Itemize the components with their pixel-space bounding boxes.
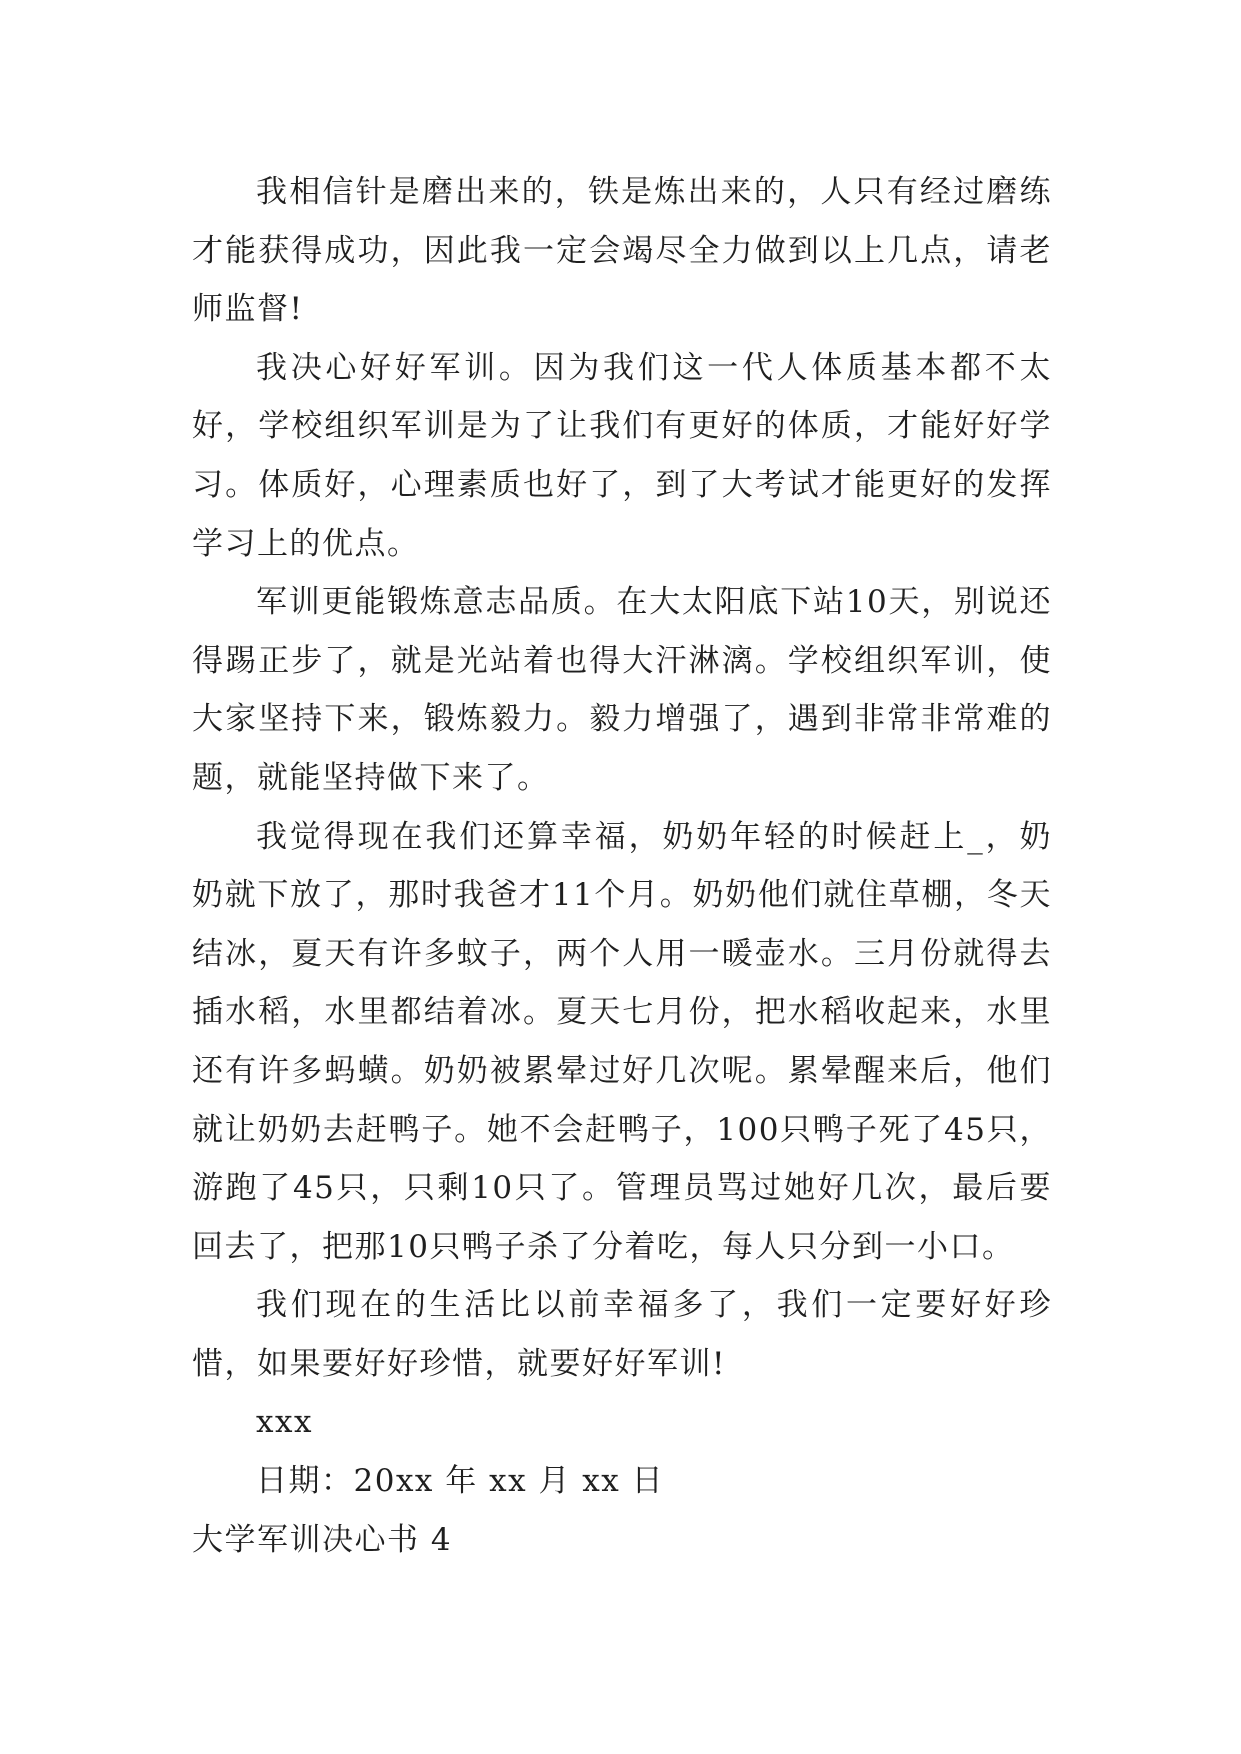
signature: xxx xyxy=(256,1404,313,1441)
next-section-heading: 大学军训决心书 4 xyxy=(192,1521,453,1558)
paragraph-4: 我觉得现在我们还算幸福，奶奶年轻的时候赶上_，奶奶就下放了，那时我爸才11个月。奶奶他们就住草棚，冬天结冰，夏天有许多蚊子，两个人用一暖壶水。三月份就得去插水稻，水里都结着冰。夏天七月份，把水稻收起来，水里还有许多蚂蟥。奶奶被累晕过好几次呢。累晕醒来后，他们就让奶奶去赶鸭子。她不会赶鸭子，100只鸭子死了45只，游跑了45只，只剩10只了。管理员骂过她好几次，最后要回去了，把那10只鸭子杀了分着吃，每人只分到一小口。 xyxy=(192,818,1052,1265)
paragraph-3: 军训更能锻炼意志品质。在大太阳底下站10天，别说还得踢正步了，就是光站着也得大汗淋漓。学校组织军训，使大家坚持下来，锻炼毅力。毅力增强了，遇到非常非常难的题，就能坚持做下来了。 xyxy=(192,584,1052,796)
paragraph-5: 我们现在的生活比以前幸福多了，我们一定要好好珍惜，如果要好好珍惜，就要好好军训! xyxy=(192,1287,1052,1382)
date-line: 日期：20xx 年 xx 月 xx 日 xyxy=(256,1463,665,1500)
document-body xyxy=(192,163,1052,1569)
paragraph-1: 我相信针是磨出来的，铁是炼出来的，人只有经过磨练才能获得成功，因此我一定会竭尽全力做到以上几点，请老师监督! xyxy=(192,174,1052,328)
paragraph-2: 我决心好好军训。因为我们这一代人体质基本都不太好，学校组织军训是为了让我们有更好的体质，才能好好学习。体质好，心理素质也好了，到了大考试才能更好的发挥学习上的优点。 xyxy=(192,349,1052,562)
